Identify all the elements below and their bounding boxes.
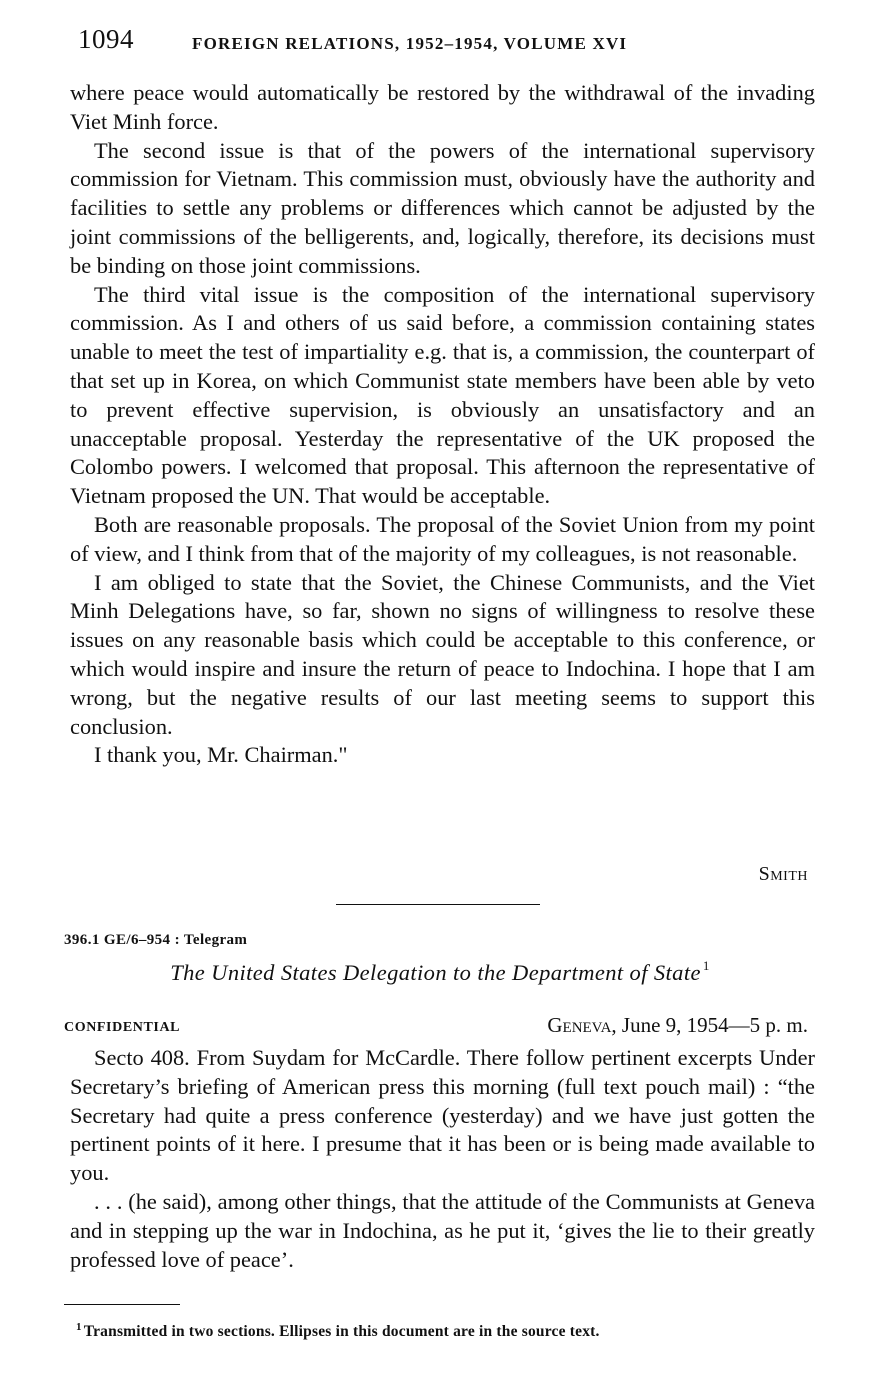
footnote-marker: 1 bbox=[702, 958, 710, 973]
speech-continuation bbox=[70, 79, 815, 770]
paragraph: I am obliged to state that the Soviet, the Chinese Communists, and the Viet Minh Delegations have, so far, shown no signs of willingness to resolve these issues on any reasonable basis which could be acceptable to this conference, or which would inspire and insure the return of peace to Indochina. I hope that I am wrong, but the negative results of our last meeting seems to support this conclusion. bbox=[70, 569, 815, 739]
paragraph: Both are reasonable proposals. The proposal of the Soviet Union from my point of view, and I think from that of the majority of my colleagues, is not reasonable. bbox=[70, 511, 815, 566]
section-divider bbox=[336, 904, 540, 905]
dateline-place: Geneva, bbox=[547, 1013, 617, 1037]
file-reference: 396.1 GE/6–954 : Telegram bbox=[64, 932, 248, 948]
document-title-line bbox=[0, 960, 880, 986]
paragraph: The third vital issue is the composition of the international supervisory commission. As I and others of us said before, a commission containing states unable to meet the test of impartiality e.g. that is, a commission, the counterpart of that set up in Korea, on which Communist state members have been able by veto to prevent effective supervision, is obviously an unsatisfactory and an unacceptable proposal. Yesterday the representative of the UK proposed the Colombo powers. I welcomed that proposal. This afternoon the representative of Vietnam proposed the UN. That would be acceptable. bbox=[70, 281, 815, 509]
paragraph: where peace would automatically be restored by the withdrawal of the invading Viet Minh force. bbox=[70, 80, 815, 134]
telegram-body bbox=[70, 1044, 815, 1274]
page-header bbox=[78, 24, 818, 64]
paragraph: I thank you, Mr. Chairman." bbox=[94, 742, 348, 768]
footnote-rule bbox=[64, 1304, 180, 1305]
dateline-date: June 9, 1954—5 p. m. bbox=[621, 1013, 808, 1037]
dateline bbox=[547, 1013, 808, 1038]
paragraph: The second issue is that of the powers of the international supervisory commission for Vietnam. This commission must, obviously have the authority and facilities to settle any problems or differences which cannot be adjusted by the joint commissions of the belligerents, and, logically, therefore, its decisions must be binding on those joint commissions. bbox=[70, 137, 815, 278]
footnote-text: Transmitted in two sections. Ellipses in this document are in the source text. bbox=[83, 1323, 600, 1340]
signature: Smith bbox=[758, 863, 808, 885]
page-number: 1094 bbox=[78, 24, 134, 54]
footnote bbox=[76, 1323, 816, 1341]
paragraph: . . . (he said), among other things, that the attitude of the Communists at Geneva and in stepping up the war in Indochina, as he put it, ‘gives the lie to their greatly professed love of peace’. bbox=[70, 1188, 815, 1272]
paragraph: Secto 408. From Suydam for McCardle. There follow pertinent excerpts Under Secretary’s briefing of American press this morning (full text pouch mail) : “the Secretary had quite a press conference (yesterday) and we have just gotten the pertinent points of it here. I presume that it has been or is being made available to you. bbox=[70, 1045, 815, 1186]
running-head: FOREIGN RELATIONS, 1952–1954, VOLUME XVI bbox=[192, 34, 628, 53]
classification-label: CONFIDENTIAL bbox=[64, 1020, 181, 1035]
footnote-number: 1 bbox=[76, 1321, 82, 1333]
document-title: The United States Delegation to the Department of State bbox=[170, 960, 701, 985]
